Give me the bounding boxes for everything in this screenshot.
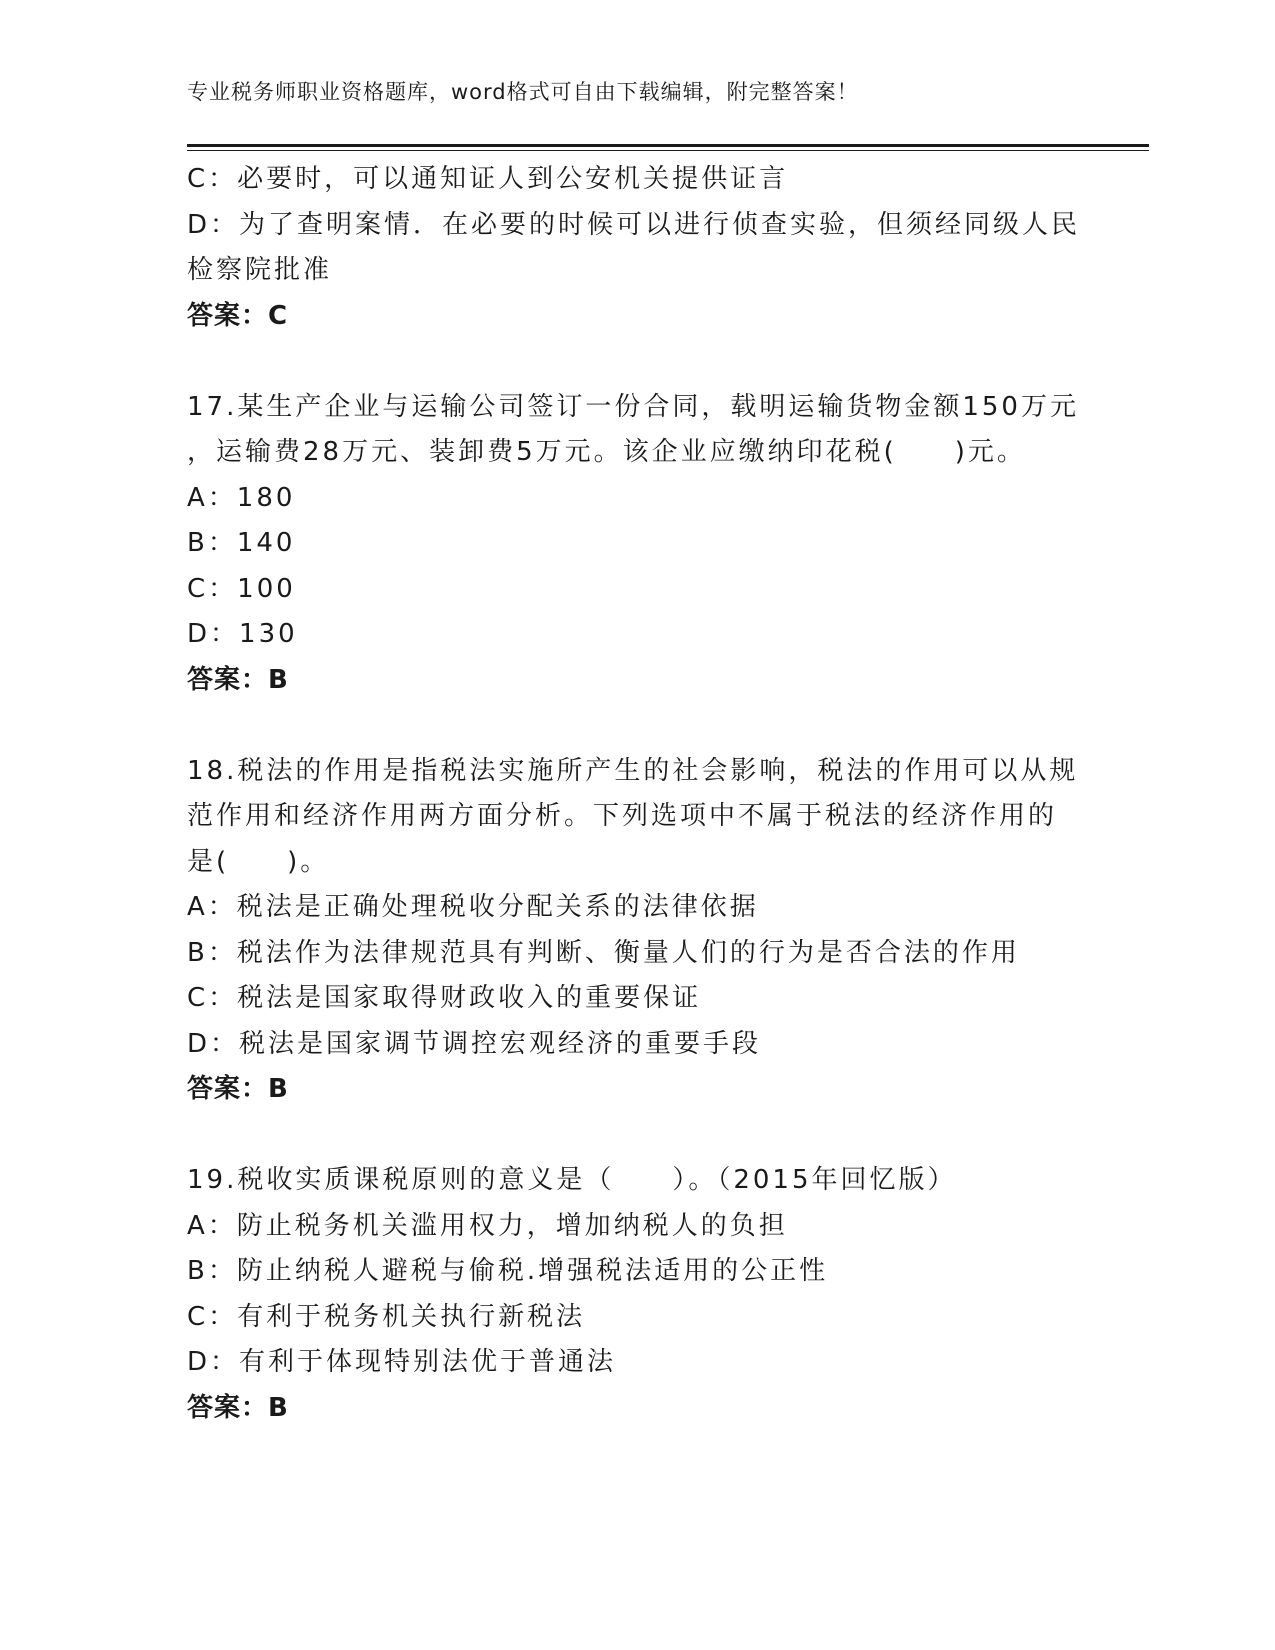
question-18-block bbox=[187, 749, 1087, 1113]
q18-stem-line3: 是( )。 bbox=[187, 846, 330, 877]
question-17-block bbox=[187, 385, 1087, 704]
q19-stem-line1: 19.税收实质课税原则的意义是（ ）。（2015年回忆版） bbox=[187, 1165, 957, 1195]
q18-stem-line1: 18.税法的作用是指税法实施所产生的社会影响，税法的作用可以从规 bbox=[187, 755, 1079, 786]
q17-option-b: B：140 bbox=[187, 528, 296, 558]
q18-option-c: C：税法是国家取得财政收入的重要保证 bbox=[187, 983, 702, 1013]
spacer bbox=[187, 703, 1087, 749]
q17-answer: 答案：B bbox=[187, 664, 289, 695]
header-rule-thin bbox=[187, 150, 1149, 151]
q17-stem-line2: ，运输费28万元、装卸费5万元。该企业应缴纳印花税( )元。 bbox=[187, 437, 1026, 467]
prev-option-c: C：必要时，可以通知证人到公安机关提供证言 bbox=[187, 164, 789, 194]
prev-question-block bbox=[187, 157, 1087, 339]
spacer bbox=[187, 339, 1087, 385]
q19-option-b: B：防止纳税人避税与偷税.增强税法适用的公正性 bbox=[187, 1256, 829, 1286]
prev-option-d-line1: D：为了查明案情．在必要的时候可以进行侦查实验，但须经同级人民 bbox=[187, 209, 1081, 240]
q17-option-d: D：130 bbox=[187, 619, 298, 649]
q17-option-a: A：180 bbox=[187, 482, 296, 513]
q19-option-a: A：防止税务机关滥用权力，增加纳税人的负担 bbox=[187, 1210, 788, 1241]
q17-stem-line1: 17.某生产企业与运输公司签订一份合同，载明运输货物金额150万元 bbox=[187, 391, 1079, 422]
q18-answer: 答案：B bbox=[187, 1074, 289, 1104]
q19-option-d: D：有利于体现特别法优于普通法 bbox=[187, 1347, 617, 1377]
header-rule-thick bbox=[187, 144, 1149, 147]
q17-option-c: C：100 bbox=[187, 573, 296, 604]
q19-answer: 答案：B bbox=[187, 1392, 289, 1423]
question-19-block bbox=[187, 1158, 1087, 1431]
question-content bbox=[187, 157, 1087, 1431]
q19-option-c: C：有利于税务机关执行新税法 bbox=[187, 1301, 586, 1332]
q18-option-a: A：税法是正确处理税收分配关系的法律依据 bbox=[187, 892, 759, 922]
q18-stem-line2: 范作用和经济作用两方面分析。下列选项中不属于税法的经济作用的 bbox=[187, 801, 1058, 831]
page-header: 专业税务师职业资格题库，word格式可自由下载编辑，附完整答案！ bbox=[187, 80, 859, 104]
q18-option-d: D：税法是国家调节调控宏观经济的重要手段 bbox=[187, 1028, 762, 1059]
q18-option-b: B：税法作为法律规范具有判断、衡量人们的行为是否合法的作用 bbox=[187, 937, 1020, 968]
prev-answer: 答案：C bbox=[187, 300, 289, 331]
prev-option-d-line2: 检察院批准 bbox=[187, 255, 333, 285]
spacer bbox=[187, 1113, 1087, 1159]
